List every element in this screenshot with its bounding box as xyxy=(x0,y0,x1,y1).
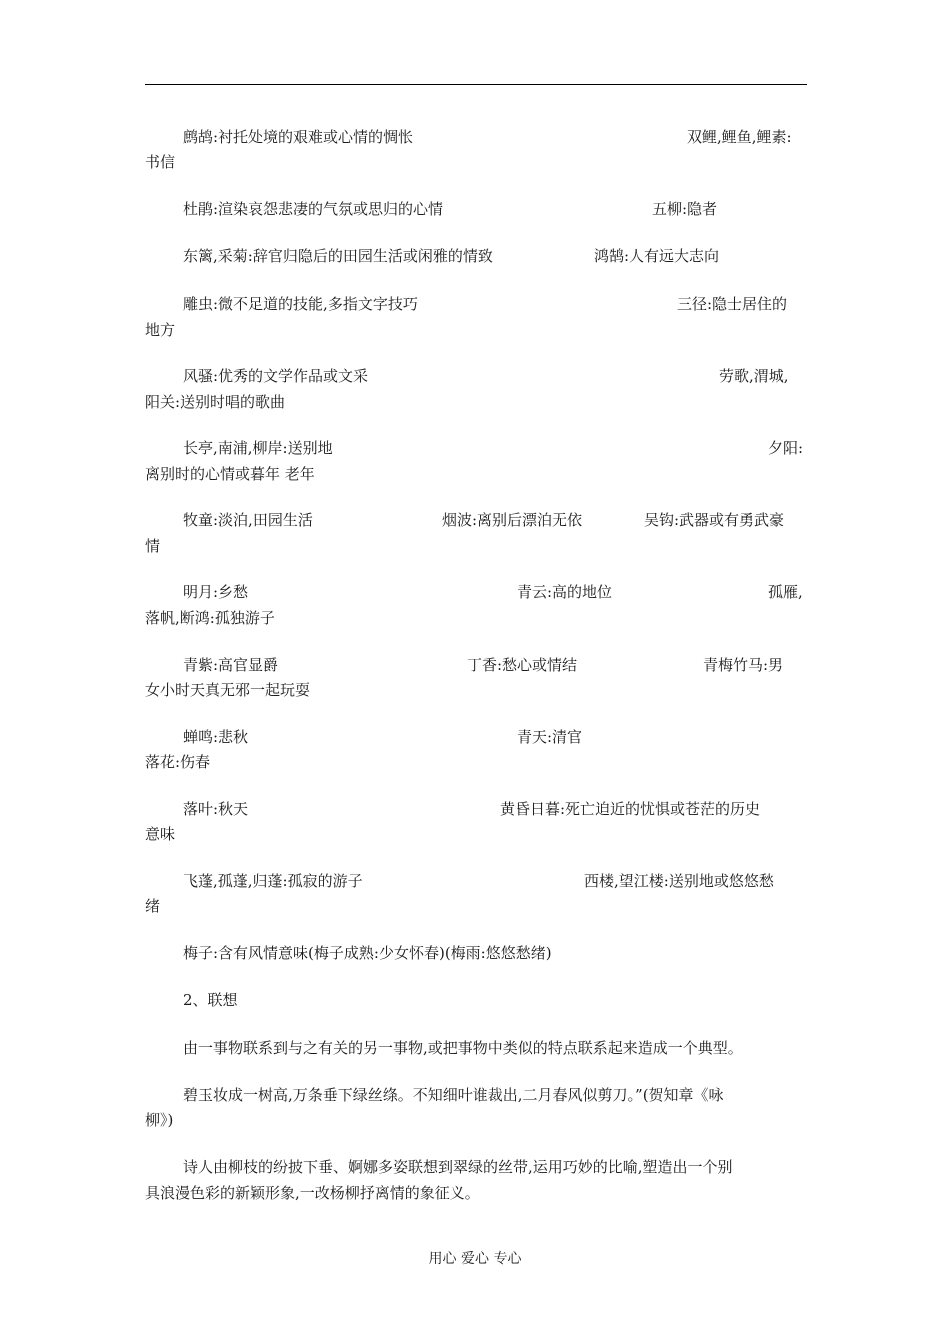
entry-text: 书信 xyxy=(145,153,176,171)
entry-text: 落花:伤春 xyxy=(145,753,211,771)
paragraph-text: 碧玉妆成一树高,万条垂下绿丝绦。不知细叶谁裁出,二月春风似剪刀。”(贺知章《咏 xyxy=(183,1086,724,1104)
entry-text: 杜鹃:渲染哀怨悲凄的气氛或思归的心情 xyxy=(183,200,444,218)
entry-text: 飞蓬,孤蓬,归蓬:孤寂的游子 xyxy=(183,872,363,890)
entry-text: 女小时天真无邪一起玩耍 xyxy=(145,681,311,699)
entry-text: 夕阳: xyxy=(768,439,804,457)
entry-text: 西楼,望江楼:送别地或悠悠愁 xyxy=(584,872,774,890)
paragraph-text: 具浪漫色彩的新颖形象,一改杨柳抒离情的象征义。 xyxy=(145,1184,480,1202)
paragraph-text: 柳》) xyxy=(145,1111,174,1129)
entry-text: 吴钩:武器或有勇武豪 xyxy=(644,511,785,529)
entry-text: 雕虫:微不足道的技能,多指文字技巧 xyxy=(183,295,418,313)
entry-text: 五柳:隐者 xyxy=(652,200,718,218)
entry-text: 梅子:含有风情意味(梅子成熟:少女怀春)(梅雨:悠悠愁绪) xyxy=(183,944,552,962)
entry-text: 明月:乡愁 xyxy=(183,583,249,601)
entry-text: 离别时的心情或暮年 老年 xyxy=(145,465,315,483)
entry-text: 牧童:淡泊,田园生活 xyxy=(183,511,313,529)
page-footer: 用心 爱心 专心 xyxy=(428,1251,522,1267)
entry-text: 鸿鹄:人有远大志向 xyxy=(594,247,720,265)
entry-text: 青云:高的地位 xyxy=(517,583,613,601)
entry-text: 意味 xyxy=(145,825,176,843)
entry-text: 风骚:优秀的文学作品或文采 xyxy=(183,367,369,385)
entry-text: 东篱,采菊:辞官归隐后的田园生活或闲雅的情致 xyxy=(183,247,493,265)
entry-text: 三径:隐士居住的 xyxy=(677,295,788,313)
entry-text: 情 xyxy=(145,537,161,555)
entry-text: 烟波:离别后漂泊无依 xyxy=(442,511,583,529)
entry-text: 孤雁, xyxy=(768,583,803,601)
entry-text: 地方 xyxy=(145,321,176,339)
paragraph-text: 由一事物联系到与之有关的另一事物,或把事物中类似的特点联系起来造成一个典型。 xyxy=(183,1039,743,1057)
entry-text: 青天:清官 xyxy=(517,728,583,746)
entry-text: 劳歌,渭城, xyxy=(719,367,789,385)
entry-text: 青紫:高官显爵 xyxy=(183,656,279,674)
entry-text: 黄昏日暮:死亡迫近的忧惧或苍茫的历史 xyxy=(500,800,761,818)
entry-text: 丁香:愁心或情结 xyxy=(467,656,578,674)
entry-text: 落帆,断鸿:孤独游子 xyxy=(145,609,275,627)
entry-text: 阳关:送别时唱的歌曲 xyxy=(145,393,286,411)
entry-text: 双鲤,鲤鱼,鲤素: xyxy=(687,128,792,146)
entry-text: 落叶:秋天 xyxy=(183,800,249,818)
entry-text: 长亭,南浦,柳岸:送别地 xyxy=(183,439,333,457)
entry-text: 青梅竹马:男 xyxy=(703,656,784,674)
entry-text: 绪 xyxy=(145,897,161,915)
paragraph-text: 诗人由柳枝的纷披下垂、婀娜多姿联想到翠绿的丝带,运用巧妙的比喻,塑造出一个别 xyxy=(183,1158,733,1176)
entry-text: 蝉鸣:悲秋 xyxy=(183,728,249,746)
entry-text: 鹧鸪:衬托处境的艰难或心情的惆怅 xyxy=(183,128,414,146)
section-heading: 2、联想 xyxy=(183,991,238,1009)
